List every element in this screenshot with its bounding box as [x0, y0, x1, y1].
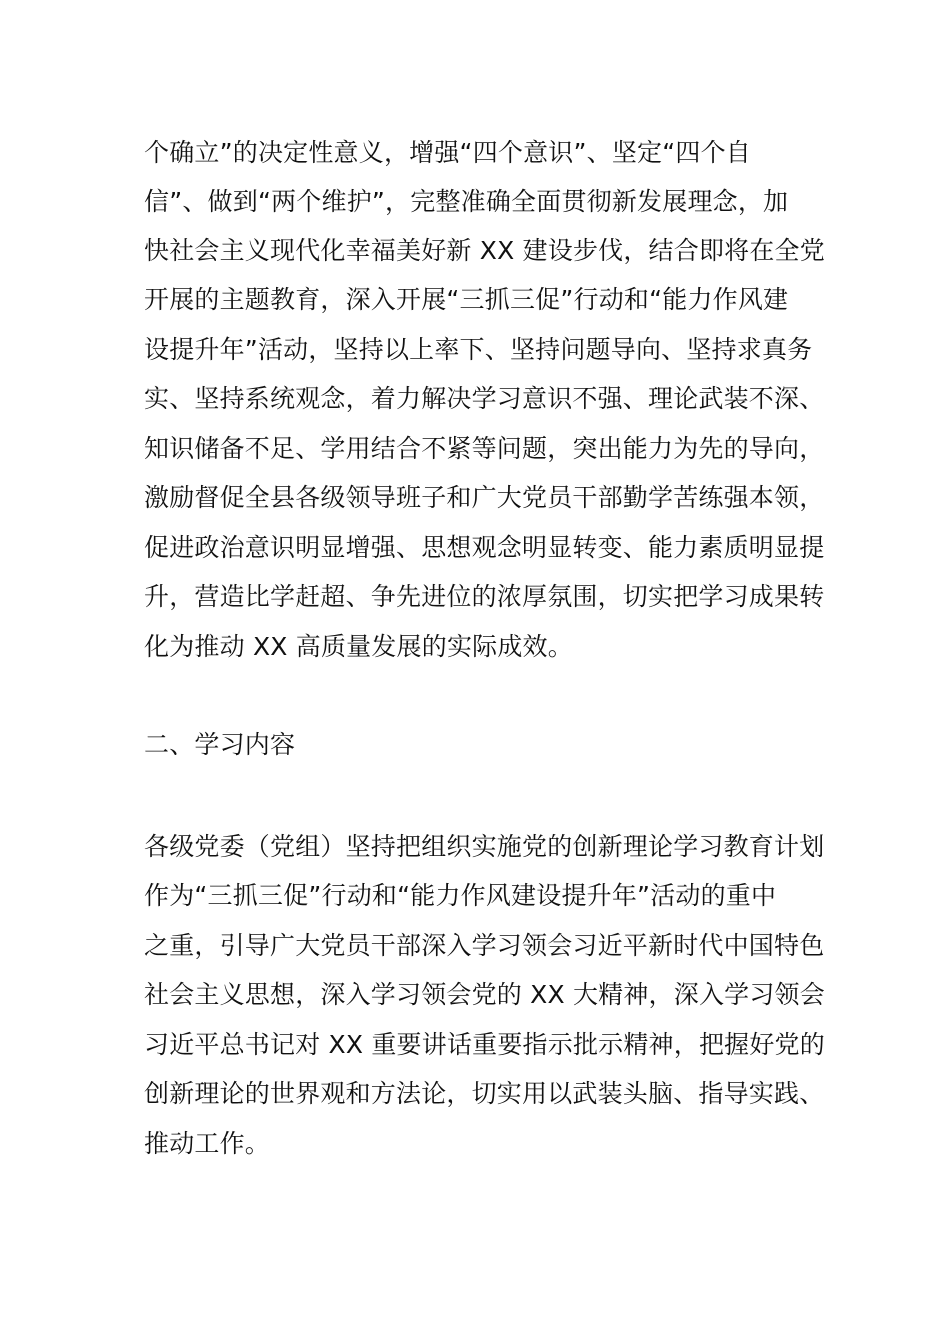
- paragraph-line: 升，营造比学赶超、争先进位的浓厚氛围，切实把学习成果转: [144, 582, 825, 611]
- paragraph-line: 信”、做到“两个维护”，完整准确全面贯彻新发展理念，加: [144, 187, 789, 216]
- paragraph-line: 个确立”的决定性意义，增强“四个意识”、坚定“四个自: [144, 138, 752, 167]
- paragraph-line: 社会主义思想，深入学习领会党的 XX 大精神，深入学习领会: [144, 980, 825, 1009]
- section-heading: 二、学习内容: [144, 730, 296, 759]
- paragraph-line: 创新理论的世界观和方法论，切实用以武装头脑、指导实践、: [144, 1079, 825, 1108]
- paragraph-line: 习近平总书记对 XX 重要讲话重要指示批示精神，把握好党的: [144, 1030, 825, 1059]
- paragraph-line: 开展的主题教育，深入开展“三抓三促”行动和“能力作风建: [144, 285, 789, 314]
- paragraph-line: 化为推动 XX 高质量发展的实际成效。: [144, 632, 573, 661]
- paragraph-line: 作为“三抓三促”行动和“能力作风建设提升年”活动的重中: [144, 881, 777, 910]
- paragraph-line: 快社会主义现代化幸福美好新 XX 建设步伐，结合即将在全党: [144, 236, 825, 265]
- paragraph-line: 各级党委（党组）坚持把组织实施党的创新理论学习教育计划: [144, 832, 825, 861]
- paragraph-line: 推动工作。: [144, 1129, 271, 1158]
- paragraph-line: 设提升年”活动，坚持以上率下、坚持问题导向、坚持求真务: [144, 335, 813, 364]
- paragraph-line: 激励督促全县各级领导班子和广大党员干部勤学苦练强本领，: [144, 483, 825, 512]
- paragraph-line: 之重，引导广大党员干部深入学习领会习近平新时代中国特色: [144, 931, 825, 960]
- paragraph-line: 知识储备不足、学用结合不紧等问题，突出能力为先的导向，: [144, 434, 825, 463]
- paragraph-line: 实、坚持系统观念，着力解决学习意识不强、理论武装不深、: [144, 384, 825, 413]
- paragraph-line: 促进政治意识明显增强、思想观念明显转变、能力素质明显提: [144, 533, 825, 562]
